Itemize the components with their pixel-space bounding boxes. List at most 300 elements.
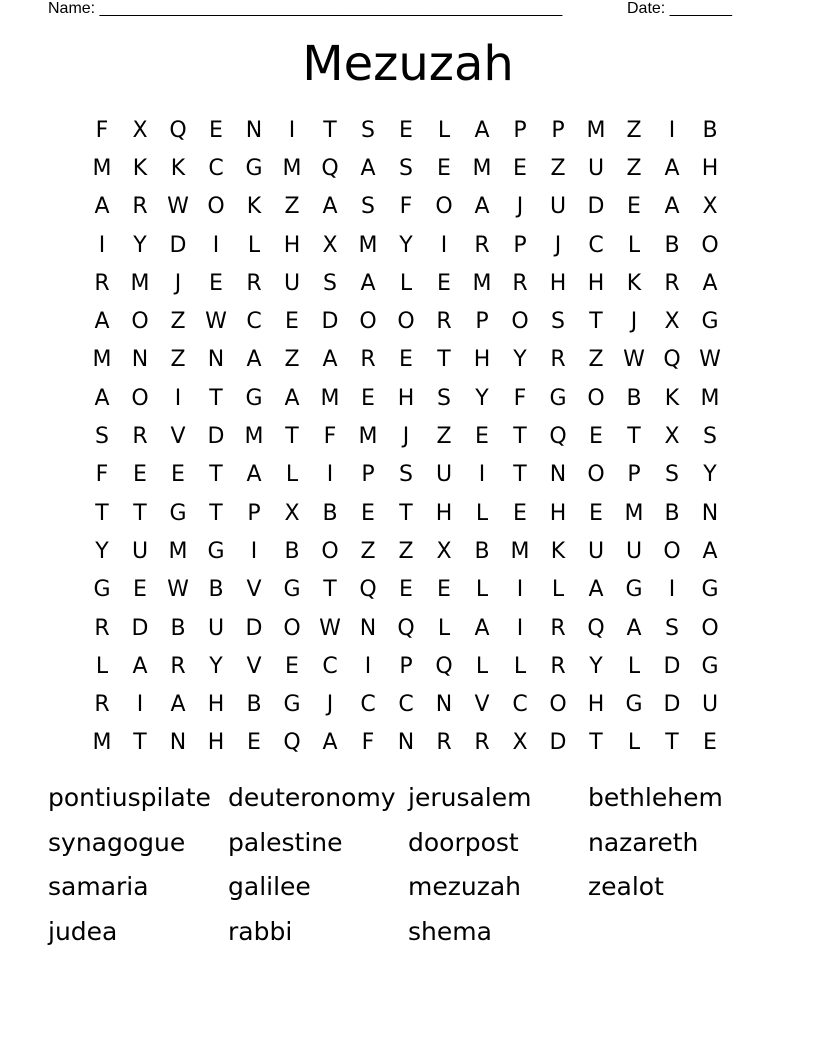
grid-letter: A bbox=[474, 117, 490, 143]
grid-letter: A bbox=[474, 194, 490, 220]
grid-letter: F bbox=[323, 424, 337, 450]
grid-letter: N bbox=[435, 692, 453, 718]
grid-letter: N bbox=[359, 615, 377, 641]
grid-letter: H bbox=[549, 270, 567, 296]
grid-letter: H bbox=[587, 270, 605, 296]
grid-letter: G bbox=[93, 577, 111, 603]
grid-letter: T bbox=[133, 730, 147, 756]
grid-letter: S bbox=[437, 385, 451, 411]
grid-letter: N bbox=[207, 347, 225, 373]
grid-row bbox=[83, 302, 731, 340]
grid-letter: H bbox=[435, 500, 453, 526]
grid-letter: B bbox=[246, 692, 262, 718]
grid-letter: C bbox=[360, 692, 376, 718]
grid-letter: U bbox=[435, 462, 453, 488]
grid-letter: Z bbox=[284, 347, 300, 373]
grid-row bbox=[83, 456, 731, 494]
grid-letter: T bbox=[513, 424, 527, 450]
grid-letter: U bbox=[207, 615, 225, 641]
grid-letter: R bbox=[436, 309, 452, 335]
grid-letter: G bbox=[701, 577, 719, 603]
grid-letter: X bbox=[512, 730, 528, 756]
word-list-item: mezuzah bbox=[408, 872, 521, 902]
grid-letter: W bbox=[319, 615, 341, 641]
grid-letter: W bbox=[623, 347, 645, 373]
grid-letter: K bbox=[246, 194, 262, 220]
grid-letter: M bbox=[586, 117, 606, 143]
grid-letter: R bbox=[94, 615, 110, 641]
grid-letter: Z bbox=[170, 347, 186, 373]
grid-letter: A bbox=[626, 615, 642, 641]
word-list-item: samaria bbox=[48, 872, 149, 902]
grid-letter: O bbox=[701, 615, 719, 641]
grid-letter: P bbox=[475, 309, 489, 335]
grid-letter: Z bbox=[588, 347, 604, 373]
grid-letter: H bbox=[549, 500, 567, 526]
grid-letter: E bbox=[627, 194, 641, 220]
grid-letter: M bbox=[510, 538, 530, 564]
grid-letter: E bbox=[513, 155, 527, 181]
grid-letter: P bbox=[513, 117, 527, 143]
grid-letter: X bbox=[132, 117, 148, 143]
grid-letter: O bbox=[397, 309, 415, 335]
grid-letter: M bbox=[624, 500, 644, 526]
grid-letter: Q bbox=[549, 424, 567, 450]
grid-letter: I bbox=[440, 232, 448, 258]
grid-letter: H bbox=[283, 232, 301, 258]
grid-letter: V bbox=[246, 577, 262, 603]
grid-letter: Z bbox=[436, 424, 452, 450]
grid-row bbox=[83, 417, 731, 455]
word-list-item: zealot bbox=[588, 872, 664, 902]
word-list-item: deuteronomy bbox=[228, 783, 396, 812]
grid-letter: Y bbox=[589, 653, 603, 679]
grid-letter: Y bbox=[513, 347, 527, 373]
grid-letter: O bbox=[321, 538, 339, 564]
grid-row bbox=[83, 188, 731, 226]
grid-letter: C bbox=[246, 309, 262, 335]
grid-letter: M bbox=[472, 270, 492, 296]
grid-letter: G bbox=[169, 500, 187, 526]
grid-letter: A bbox=[132, 653, 148, 679]
grid-letter: Z bbox=[626, 155, 642, 181]
grid-letter: J bbox=[402, 424, 410, 450]
grid-letter: Q bbox=[321, 155, 339, 181]
grid-letter: Z bbox=[170, 309, 186, 335]
grid-letter: D bbox=[169, 232, 187, 258]
grid-letter: Z bbox=[284, 194, 300, 220]
grid-letter: P bbox=[627, 462, 641, 488]
grid-letter: X bbox=[436, 538, 452, 564]
grid-letter: F bbox=[95, 462, 109, 488]
grid-letter: Y bbox=[475, 385, 489, 411]
grid-letter: P bbox=[551, 117, 565, 143]
grid-letter: A bbox=[588, 577, 604, 603]
grid-letter: L bbox=[475, 500, 489, 526]
grid-letter: A bbox=[170, 692, 186, 718]
grid-letter: G bbox=[245, 155, 263, 181]
word-list-item: jerusalem bbox=[408, 783, 532, 812]
grid-letter: W bbox=[699, 347, 721, 373]
grid-letter: Q bbox=[663, 347, 681, 373]
grid-letter: D bbox=[663, 692, 681, 718]
grid-letter: E bbox=[361, 500, 375, 526]
grid-letter: T bbox=[133, 500, 147, 526]
grid-letter: L bbox=[551, 577, 565, 603]
grid-letter: Q bbox=[359, 577, 377, 603]
grid-letter: I bbox=[136, 692, 144, 718]
grid-letter: S bbox=[361, 117, 375, 143]
grid-letter: B bbox=[664, 232, 680, 258]
grid-letter: M bbox=[92, 347, 112, 373]
grid-letter: A bbox=[474, 615, 490, 641]
grid-letter: P bbox=[247, 500, 261, 526]
grid-letter: T bbox=[399, 500, 413, 526]
grid-letter: A bbox=[94, 194, 110, 220]
grid-letter: R bbox=[474, 232, 490, 258]
grid-letter: A bbox=[322, 730, 338, 756]
grid-letter: M bbox=[130, 270, 150, 296]
word-list-item: doorpost bbox=[408, 827, 519, 857]
grid-letter: A bbox=[284, 385, 300, 411]
grid-letter: H bbox=[587, 692, 605, 718]
grid-letter: I bbox=[288, 117, 296, 143]
grid-letter: I bbox=[364, 653, 372, 679]
grid-letter: F bbox=[95, 117, 109, 143]
grid-letter: I bbox=[516, 577, 524, 603]
grid-letter: C bbox=[398, 692, 414, 718]
grid-letter: I bbox=[98, 232, 106, 258]
grid-letter: N bbox=[245, 117, 263, 143]
grid-letter: M bbox=[92, 730, 112, 756]
grid-letter: E bbox=[247, 730, 261, 756]
grid-row bbox=[83, 226, 731, 264]
grid-row bbox=[83, 341, 731, 379]
grid-letter: G bbox=[549, 385, 567, 411]
grid-letter: E bbox=[437, 577, 451, 603]
grid-letter: A bbox=[702, 538, 718, 564]
page-title: Mezuzah bbox=[302, 36, 514, 92]
grid-letter: M bbox=[700, 385, 720, 411]
grid-letter: O bbox=[131, 385, 149, 411]
grid-letter: R bbox=[132, 424, 148, 450]
grid-letter: X bbox=[702, 194, 718, 220]
grid-letter: E bbox=[171, 462, 185, 488]
grid-letter: K bbox=[626, 270, 642, 296]
grid-letter: E bbox=[209, 270, 223, 296]
grid-letter: X bbox=[284, 500, 300, 526]
grid-letter: A bbox=[360, 270, 376, 296]
grid-letter: Y bbox=[133, 232, 147, 258]
grid-letter: B bbox=[702, 117, 718, 143]
grid-letter: E bbox=[133, 462, 147, 488]
grid-row bbox=[83, 724, 731, 762]
grid-letter: F bbox=[513, 385, 527, 411]
grid-letter: G bbox=[283, 692, 301, 718]
grid-letter: E bbox=[399, 347, 413, 373]
grid-letter: N bbox=[169, 730, 187, 756]
word-list-item: shema bbox=[408, 917, 492, 947]
grid-letter: X bbox=[322, 232, 338, 258]
grid-letter: M bbox=[320, 385, 340, 411]
grid-letter: F bbox=[361, 730, 375, 756]
grid-letter: D bbox=[587, 194, 605, 220]
grid-letter: Z bbox=[360, 538, 376, 564]
grid-letter: J bbox=[630, 309, 638, 335]
word-list bbox=[48, 778, 768, 957]
grid-letter: L bbox=[95, 653, 109, 679]
grid-letter: T bbox=[209, 462, 223, 488]
grid-letter: E bbox=[399, 577, 413, 603]
grid-letter: K bbox=[170, 155, 186, 181]
grid-letter: Y bbox=[399, 232, 413, 258]
grid-letter: T bbox=[285, 424, 299, 450]
grid-letter: Q bbox=[283, 730, 301, 756]
grid-letter: Z bbox=[626, 117, 642, 143]
grid-letter: O bbox=[663, 538, 681, 564]
grid-letter: O bbox=[283, 615, 301, 641]
word-list-item: bethlehem bbox=[588, 783, 723, 812]
grid-letter: E bbox=[209, 117, 223, 143]
grid-letter: R bbox=[360, 347, 376, 373]
grid-letter: H bbox=[701, 155, 719, 181]
grid-letter: G bbox=[701, 309, 719, 335]
grid-letter: S bbox=[323, 270, 337, 296]
grid-letter: S bbox=[551, 309, 565, 335]
grid-letter: G bbox=[207, 538, 225, 564]
grid-letter: S bbox=[95, 424, 109, 450]
grid-row bbox=[83, 609, 731, 647]
grid-letter: Q bbox=[397, 615, 415, 641]
grid-letter: O bbox=[587, 462, 605, 488]
grid-letter: R bbox=[436, 730, 452, 756]
grid-letter: Q bbox=[169, 117, 187, 143]
grid-letter: B bbox=[626, 385, 642, 411]
grid-letter: N bbox=[701, 500, 719, 526]
grid-letter: R bbox=[170, 653, 186, 679]
grid-letter: T bbox=[209, 385, 223, 411]
grid-row bbox=[83, 111, 731, 149]
grid-letter: R bbox=[132, 194, 148, 220]
grid-letter: T bbox=[95, 500, 109, 526]
grid-letter: B bbox=[474, 538, 490, 564]
letter-grid bbox=[83, 111, 731, 762]
grid-letter: A bbox=[94, 385, 110, 411]
grid-letter: A bbox=[246, 462, 262, 488]
grid-letter: E bbox=[285, 309, 299, 335]
grid-letter: L bbox=[475, 653, 489, 679]
grid-letter: K bbox=[550, 538, 566, 564]
grid-letter: T bbox=[513, 462, 527, 488]
word-list-item: palestine bbox=[228, 827, 343, 857]
word-list-item: galilee bbox=[228, 872, 311, 902]
grid-letter: N bbox=[397, 730, 415, 756]
grid-letter: R bbox=[246, 270, 262, 296]
grid-letter: U bbox=[587, 155, 605, 181]
grid-letter: O bbox=[587, 385, 605, 411]
grid-letter: S bbox=[703, 424, 717, 450]
grid-row bbox=[83, 647, 731, 685]
grid-letter: D bbox=[549, 730, 567, 756]
grid-letter: C bbox=[322, 653, 338, 679]
grid-letter: I bbox=[668, 577, 676, 603]
grid-letter: T bbox=[627, 424, 641, 450]
word-list-item: nazareth bbox=[588, 827, 699, 857]
grid-letter: L bbox=[437, 117, 451, 143]
grid-letter: W bbox=[167, 577, 189, 603]
grid-letter: H bbox=[207, 692, 225, 718]
grid-letter: Z bbox=[398, 538, 414, 564]
grid-letter: I bbox=[326, 462, 334, 488]
grid-letter: M bbox=[472, 155, 492, 181]
grid-letter: T bbox=[665, 730, 679, 756]
grid-letter: U bbox=[587, 538, 605, 564]
grid-letter: R bbox=[550, 347, 566, 373]
grid-letter: A bbox=[94, 309, 110, 335]
name-line: Name: ____________________________________________________ bbox=[48, 0, 563, 17]
grid-letter: H bbox=[473, 347, 491, 373]
grid-letter: M bbox=[282, 155, 302, 181]
grid-letter: J bbox=[174, 270, 182, 296]
grid-letter: M bbox=[358, 232, 378, 258]
grid-letter: I bbox=[212, 232, 220, 258]
grid-letter: A bbox=[664, 155, 680, 181]
grid-letter: L bbox=[513, 653, 527, 679]
grid-letter: W bbox=[167, 194, 189, 220]
grid-letter: A bbox=[664, 194, 680, 220]
grid-letter: K bbox=[132, 155, 148, 181]
grid-letter: E bbox=[133, 577, 147, 603]
grid-row bbox=[83, 264, 731, 302]
grid-letter: I bbox=[668, 117, 676, 143]
grid-letter: G bbox=[245, 385, 263, 411]
date-line: Date: _______ bbox=[627, 0, 732, 17]
grid-letter: Z bbox=[550, 155, 566, 181]
grid-letter: T bbox=[589, 730, 603, 756]
grid-letter: X bbox=[664, 309, 680, 335]
grid-letter: L bbox=[285, 462, 299, 488]
grid-letter: G bbox=[625, 577, 643, 603]
grid-letter: U bbox=[549, 194, 567, 220]
grid-row bbox=[83, 149, 731, 187]
grid-letter: I bbox=[250, 538, 258, 564]
grid-letter: M bbox=[168, 538, 188, 564]
grid-letter: R bbox=[664, 270, 680, 296]
grid-letter: S bbox=[361, 194, 375, 220]
grid-letter: N bbox=[549, 462, 567, 488]
grid-row bbox=[83, 494, 731, 532]
grid-letter: U bbox=[131, 538, 149, 564]
grid-letter: Q bbox=[435, 653, 453, 679]
word-list-item: judea bbox=[48, 917, 118, 947]
grid-letter: O bbox=[131, 309, 149, 335]
grid-row bbox=[83, 571, 731, 609]
grid-letter: C bbox=[512, 692, 528, 718]
grid-letter: L bbox=[247, 232, 261, 258]
grid-letter: I bbox=[478, 462, 486, 488]
word-list-item: rabbi bbox=[228, 917, 293, 947]
grid-letter: D bbox=[321, 309, 339, 335]
grid-letter: B bbox=[208, 577, 224, 603]
grid-letter: E bbox=[399, 117, 413, 143]
grid-letter: A bbox=[322, 194, 338, 220]
grid-letter: V bbox=[246, 653, 262, 679]
worksheet-header bbox=[0, 0, 816, 20]
grid-letter: N bbox=[131, 347, 149, 373]
grid-letter: B bbox=[170, 615, 186, 641]
grid-letter: D bbox=[663, 653, 681, 679]
grid-letter: S bbox=[665, 462, 679, 488]
grid-letter: E bbox=[589, 500, 603, 526]
grid-letter: B bbox=[322, 500, 338, 526]
grid-letter: P bbox=[513, 232, 527, 258]
grid-letter: B bbox=[284, 538, 300, 564]
word-list-item: pontiuspilate bbox=[48, 783, 211, 812]
grid-letter: G bbox=[625, 692, 643, 718]
grid-letter: O bbox=[511, 309, 529, 335]
grid-letter: P bbox=[361, 462, 375, 488]
grid-letter: S bbox=[665, 615, 679, 641]
grid-letter: V bbox=[170, 424, 186, 450]
grid-letter: V bbox=[474, 692, 490, 718]
grid-letter: D bbox=[245, 615, 263, 641]
grid-letter: R bbox=[94, 270, 110, 296]
grid-letter: D bbox=[207, 424, 225, 450]
grid-letter: G bbox=[701, 653, 719, 679]
grid-letter: U bbox=[283, 270, 301, 296]
grid-letter: J bbox=[554, 232, 562, 258]
grid-letter: U bbox=[625, 538, 643, 564]
grid-letter: Y bbox=[95, 538, 109, 564]
grid-letter: L bbox=[437, 615, 451, 641]
grid-letter: L bbox=[627, 730, 641, 756]
grid-letter: B bbox=[664, 500, 680, 526]
grid-letter: T bbox=[437, 347, 451, 373]
grid-letter: E bbox=[285, 653, 299, 679]
grid-letter: M bbox=[358, 424, 378, 450]
grid-letter: O bbox=[207, 194, 225, 220]
grid-letter: W bbox=[205, 309, 227, 335]
grid-letter: Y bbox=[209, 653, 223, 679]
grid-letter: C bbox=[208, 155, 224, 181]
grid-letter: E bbox=[437, 270, 451, 296]
grid-row bbox=[83, 685, 731, 723]
grid-letter: A bbox=[702, 270, 718, 296]
grid-letter: J bbox=[516, 194, 524, 220]
grid-letter: Q bbox=[587, 615, 605, 641]
grid-row bbox=[83, 532, 731, 570]
grid-row bbox=[83, 379, 731, 417]
grid-letter: O bbox=[549, 692, 567, 718]
grid-letter: O bbox=[359, 309, 377, 335]
grid-letter: R bbox=[474, 730, 490, 756]
grid-letter: T bbox=[323, 117, 337, 143]
grid-letter: O bbox=[701, 232, 719, 258]
grid-letter: H bbox=[207, 730, 225, 756]
grid-letter: L bbox=[399, 270, 413, 296]
grid-letter: X bbox=[664, 424, 680, 450]
grid-letter: O bbox=[435, 194, 453, 220]
grid-letter: K bbox=[664, 385, 680, 411]
grid-letter: E bbox=[361, 385, 375, 411]
grid-letter: L bbox=[627, 653, 641, 679]
grid-letter: Y bbox=[703, 462, 717, 488]
grid-letter: D bbox=[131, 615, 149, 641]
grid-letter: C bbox=[588, 232, 604, 258]
grid-letter: F bbox=[399, 194, 413, 220]
grid-letter: M bbox=[92, 155, 112, 181]
grid-letter: L bbox=[627, 232, 641, 258]
